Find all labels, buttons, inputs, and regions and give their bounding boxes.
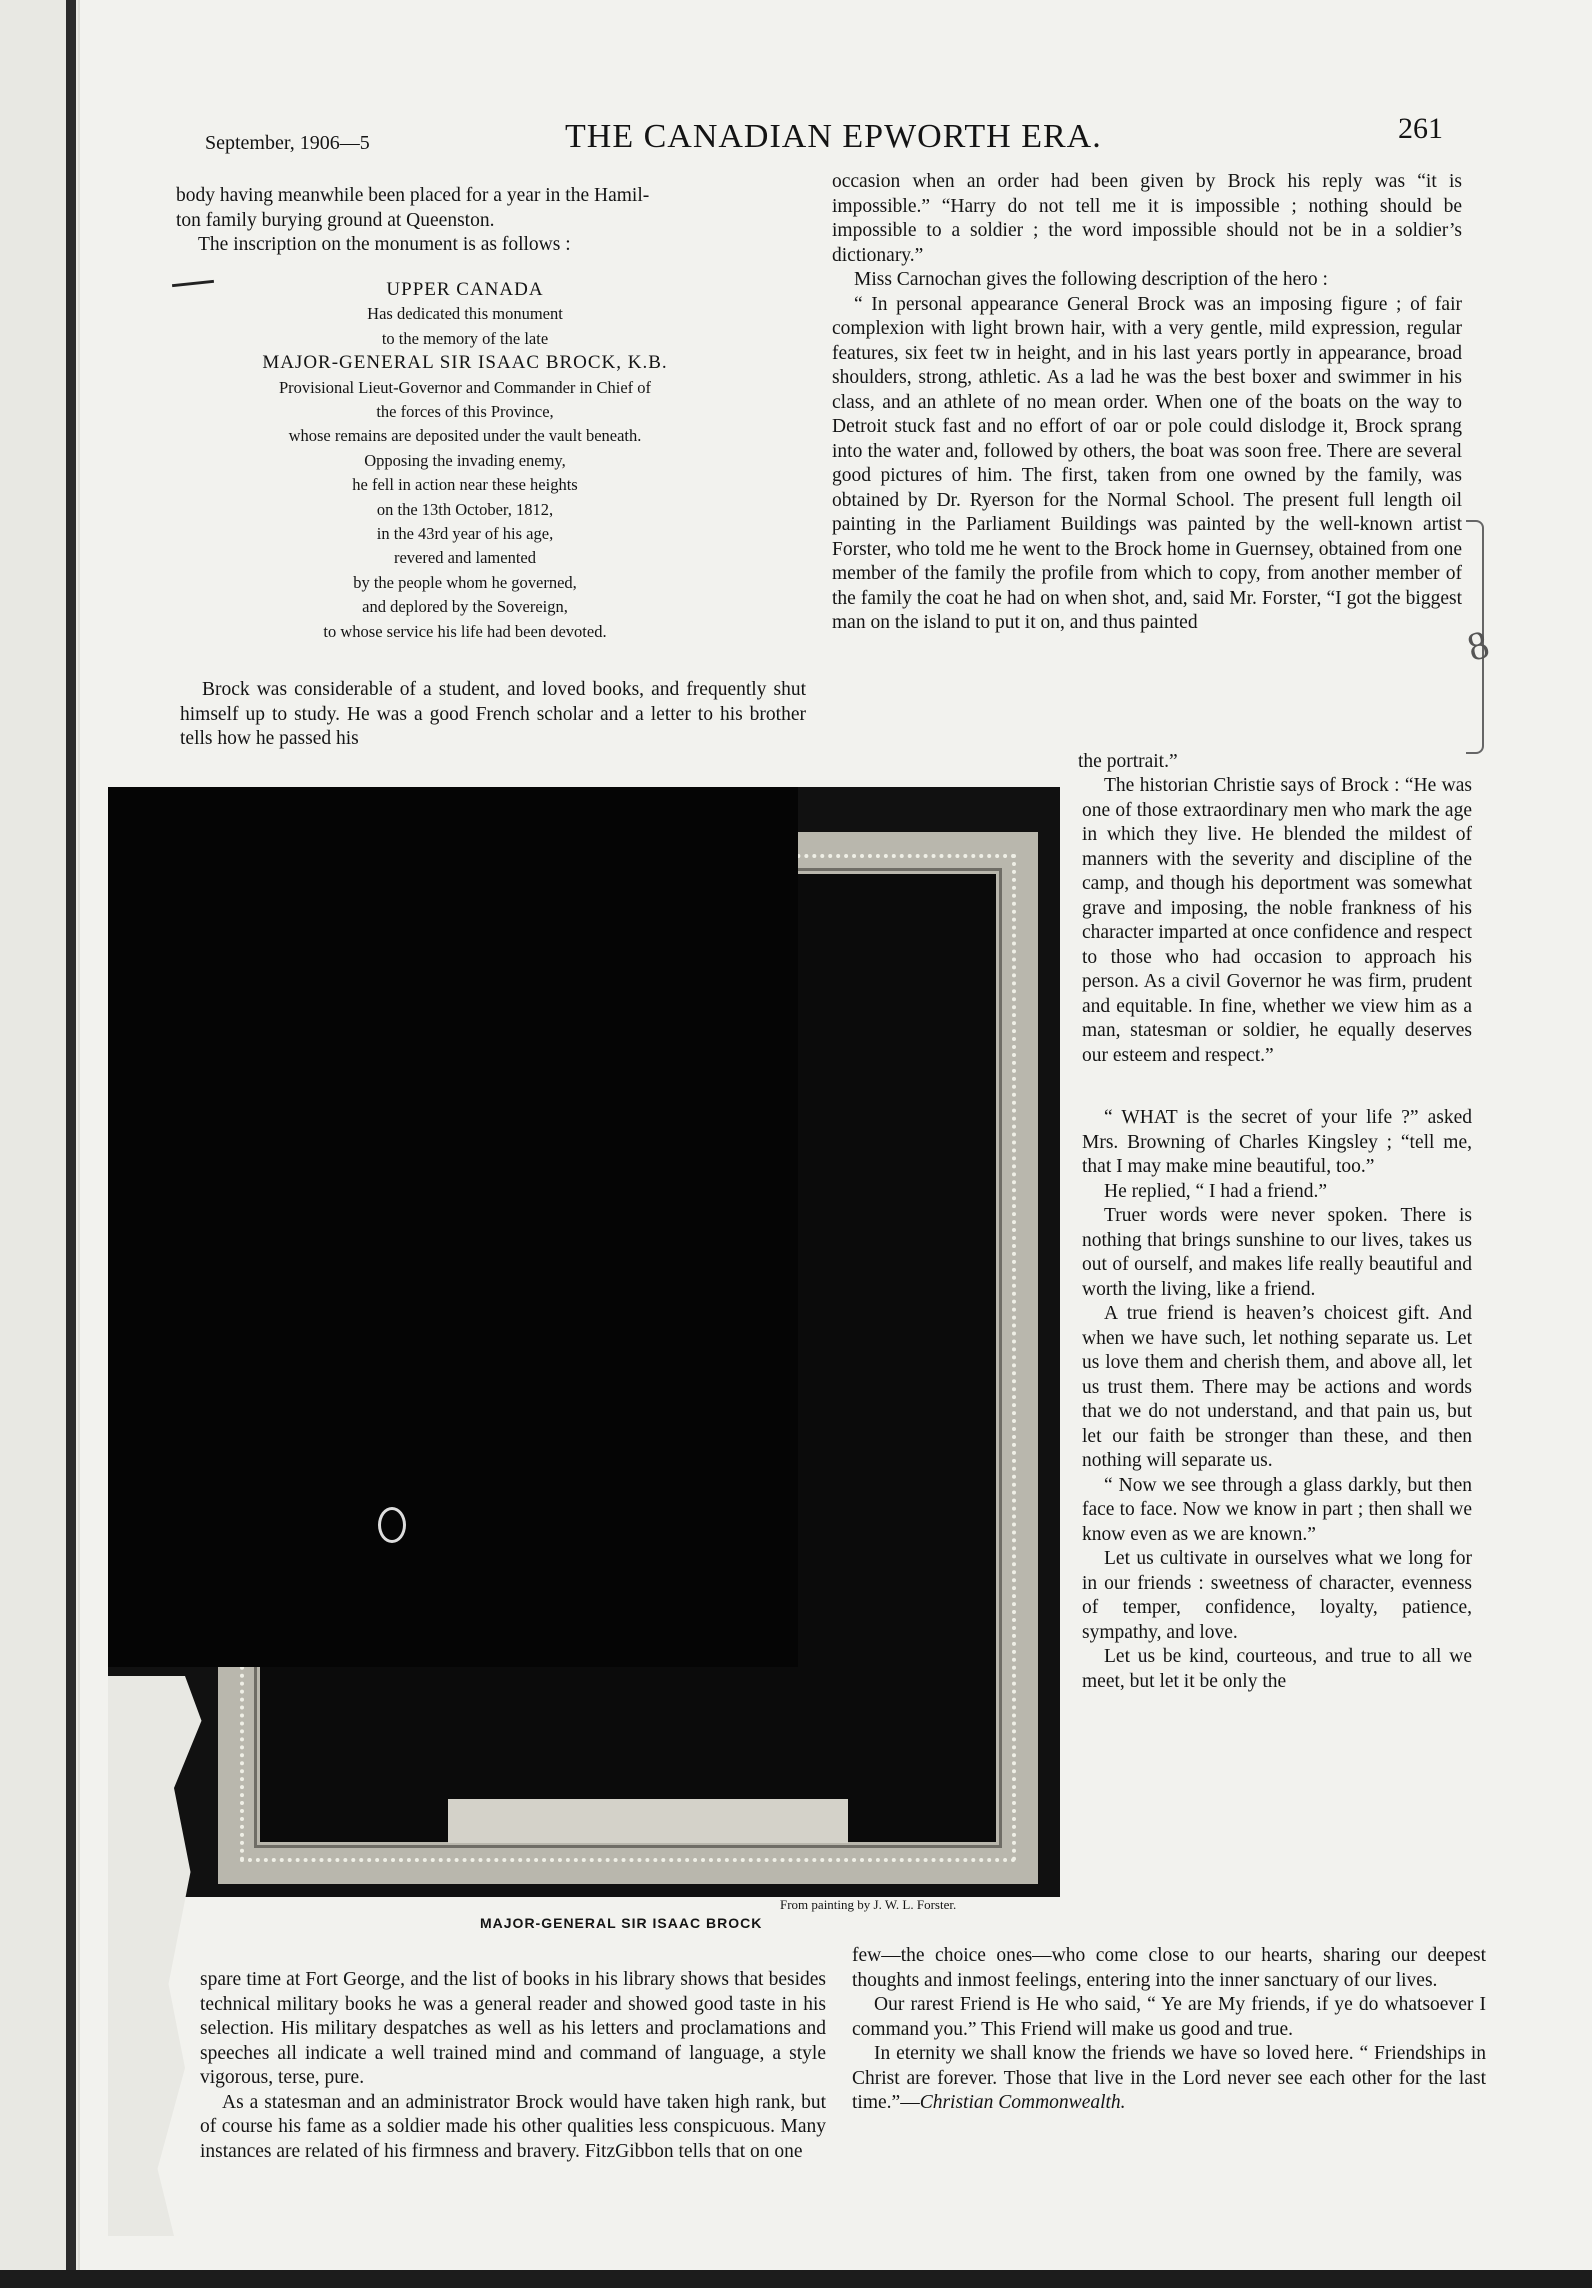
right-column-continuation: [1078, 750, 1458, 775]
inscription-line: to whose service his life had been devoted.: [323, 621, 607, 641]
inscription-line: UPPER CANADA: [386, 279, 544, 300]
paragraph: spare time at Fort George, and the list of books in his library shows that besides technical military books he was a general reader and showed good taste in his selection. His military despatches as well as his letters and proclamations and speeches all indicate a well trained mind and command of language, a style vigorous, terse, pure.: [200, 1969, 826, 2088]
inscription-line: on the 13th October, 1812,: [376, 499, 554, 519]
monument-inscription: [180, 278, 750, 644]
portrait-image: [108, 787, 1060, 1897]
inscription-line: by the people whom he governed,: [353, 572, 577, 592]
issue-date: September, 1906—5: [205, 132, 370, 154]
text-line: ton family burying ground at Queenston.: [176, 209, 495, 231]
publication-title: THE CANADIAN EPWORTH ERA.: [565, 118, 1102, 155]
dark-region: [108, 787, 798, 1667]
inscription-line: he fell in action near these heights: [352, 475, 578, 495]
left-column-middle: [180, 678, 806, 752]
paragraph: Our rarest Friend is He who said, “ Ye are My friends, if ye do whatsoever I command you.” This Friend will make us good and true.: [852, 1994, 1486, 2040]
scan-bottom-edge: [0, 2270, 1592, 2288]
right-column-narrow: [1082, 774, 1472, 1694]
text-line: The inscription on the monument is as follows :: [198, 234, 571, 255]
portrait-caption: MAJOR-GENERAL SIR ISAAC BROCK: [480, 1915, 763, 1931]
inscription-line: Has dedicated this monument: [367, 304, 563, 324]
paragraph: Brock was considerable of a student, and loved books, and frequently shut himself up to study. He was a good French scholar and a letter to his brother tells how he passed his: [180, 679, 806, 749]
inscription-line: MAJOR-GENERAL SIR ISAAC BROCK, K.B.: [262, 352, 668, 374]
inscription-line: the forces of this Province,: [376, 402, 554, 422]
scan-edge: [66, 0, 76, 2288]
portrait-credit: From painting by J. W. L. Forster.: [780, 1897, 957, 1912]
inscription-line: and deplored by the Sovereign,: [362, 597, 568, 617]
page-header: [0, 112, 1592, 168]
inscription-line: in the 43rd year of his age,: [376, 524, 554, 544]
paragraph: Miss Carnochan gives the following description of the hero :: [854, 269, 1328, 290]
paragraph: A true friend is heaven’s choicest gift. And when we have such, let nothing separate us. Let us love them and cherish them, and above all, let us trust them. There may be actions and words that we do not understand, and that pain us, but let our faith be stronger than these, and then nothing will separate us.: [1082, 1303, 1472, 1471]
left-column-top: [176, 184, 804, 258]
paragraph: occasion when an order had been given by Brock his reply was “it is impossible.” “Harry do not tell me it is impossible ; nothing should be impossible to a soldier ; the word impossible should not be in a soldier’s dictionary.”: [832, 171, 1462, 266]
paragraph: few—the choice ones—who come close to our hearts, sharing our deepest thoughts and inmost feelings, entering into the inner sanctuary of our lives.: [852, 1945, 1486, 1991]
paragraph: Truer words were never spoken. There is nothing that brings sunshine to our lives, takes us out of ourself, and makes life really beautiful and worth the living, like a friend.: [1082, 1205, 1472, 1300]
paragraph: Let us be kind, courteous, and true to all we meet, but let it be only the: [1082, 1646, 1472, 1692]
paragraph: “ In personal appearance General Brock was an imposing figure ; of fair complexion with light brown hair, with a very gentle, mild expression, regular features, six feet tw in height, and in his last years portly in appearance, broad shoulders, strong, athletic. As a lad he was the best boxer and swimmer in his class, and an athlete of no mean order. When one of the boats on the way to Detroit stuck fast and no effort of oar or pole could dislodge it, Brock sprang into the water and, followed by others, the boat was soon free. There are several good pictures of him. The first, taken from one owned by the family, was obtained by Dr. Ryerson for the Normal School. The present full length oil painting in the Parliament Buildings was painted by the well-known artist Forster, who told me he went to the Brock home in Guernsey, obtained from one member of the family the profile from which to copy, from another member of the family the coat he had on when shot, and, said Mr. Forster, “I got the biggest man on the island to put it on, and thus painted: [832, 293, 1462, 633]
scan-artifact: [378, 1507, 406, 1543]
inscription-line: revered and lamented: [393, 548, 536, 568]
inscription-line: Provisional Lieut-Governor and Commander in Chief of: [278, 377, 652, 397]
paragraph: He replied, “ I had a friend.”: [1104, 1180, 1328, 1202]
paragraph-text: In eternity we shall know the friends we have so loved here. “ Friendships in Christ are forever. Those that live in the Lord never see each other for the last time.”—: [852, 2043, 1486, 2113]
inscription-line: whose remains are deposited under the vault beneath.: [288, 426, 642, 446]
paragraph: The historian Christie says of Brock : “He was one of those extraordinary men who mark the age in which they live. He blended the mildest of manners with the severity and discipline of the camp, and though his deportment was somewhat grave and imposing, the noble frankness of his character imparted at once confidence and respect to those who had occasion to approach his person. As a civil Governor he was firm, prudent and equitable. In fine, whether we view him as a man, statesman or soldier, he equally deserves our esteem and respect.”: [1082, 775, 1472, 1066]
page-number: 261: [1398, 112, 1443, 145]
left-column-bottom: [200, 1968, 826, 2164]
right-column-bottom: [852, 1944, 1486, 2116]
handwritten-mark: 8: [1462, 621, 1494, 670]
paragraph: [852, 2042, 1486, 2116]
paragraph: Let us cultivate in ourselves what we long for in our friends : sweetness of character, evenness of temper, confidence, loyalty, patience, sympathy, and love.: [1082, 1548, 1472, 1643]
inscription-line: to the memory of the late: [381, 328, 549, 348]
paragraph: “ WHAT is the secret of your life ?” asked Mrs. Browning of Charles Kingsley ; “tell me, that I may make mine beautiful, too.”: [1082, 1107, 1472, 1177]
text-line: body having meanwhile been placed for a year in the Hamil-: [176, 185, 650, 206]
right-column-top: [832, 170, 1462, 636]
source-attribution: Christian Commonwealth.: [919, 2092, 1126, 2113]
inscription-line: Opposing the invading enemy,: [364, 450, 566, 470]
paragraph: As a statesman and an administrator Brock would have taken high rank, but of course his fame as a soldier made his other qualities less conspicuous. Many instances are related of his firmness and bravery. FitzGibbon tells that on one: [200, 2091, 826, 2162]
frame-plaque: [448, 1799, 848, 1843]
paragraph: “ Now we see through a glass darkly, but then face to face. Now we know in part ; then shall we know even as we are known.”: [1082, 1474, 1472, 1545]
paragraph: the portrait.”: [1078, 751, 1178, 772]
